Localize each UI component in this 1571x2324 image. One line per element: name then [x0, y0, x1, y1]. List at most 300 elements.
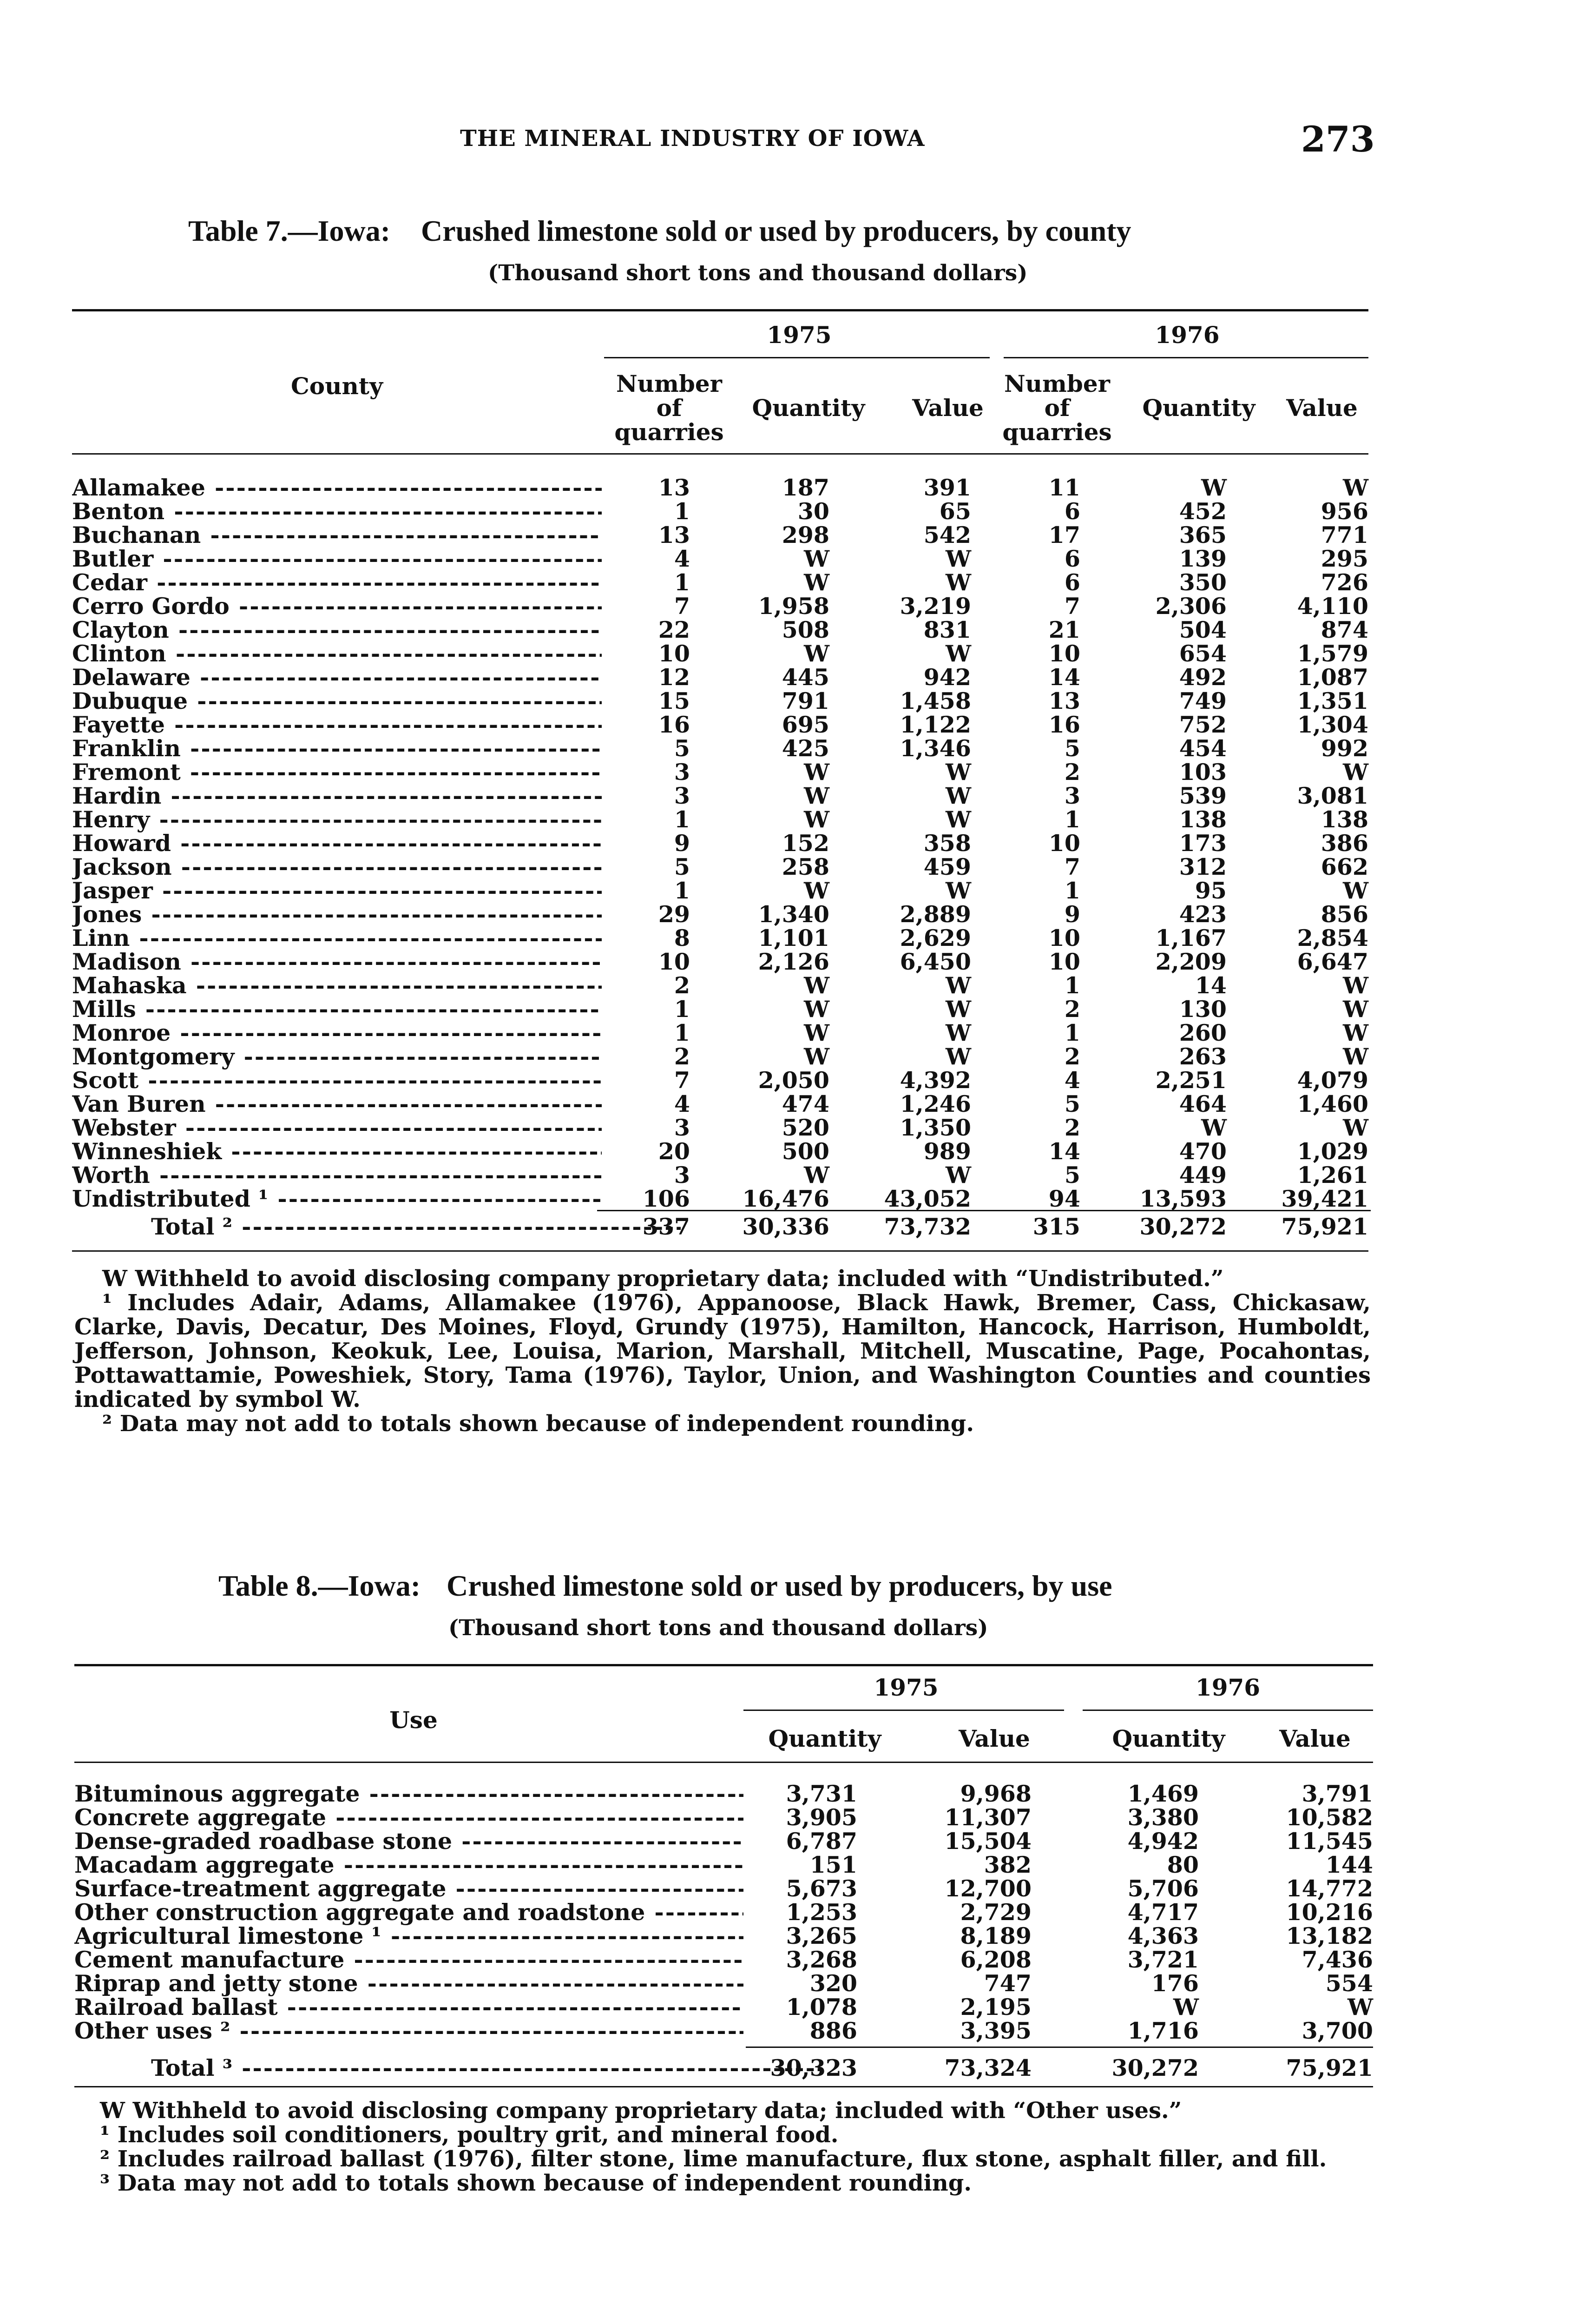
- value-cell: 39,421: [1281, 1185, 1368, 1212]
- table7-col-quantity-1975: Quantity: [752, 394, 865, 422]
- value-cell: 4: [674, 545, 690, 572]
- label-cell: [74, 1780, 743, 1807]
- value-cell: 956: [1321, 498, 1368, 525]
- value-cell: 2,126: [758, 948, 829, 975]
- table8-col-value-1975: Value: [959, 1725, 1030, 1752]
- value-cell: 30,272: [1111, 2054, 1199, 2081]
- label-cell: [72, 569, 602, 596]
- value-cell: 73,324: [944, 2054, 1032, 2081]
- value-cell: 1: [1064, 972, 1080, 999]
- table-row: [74, 2017, 1373, 2044]
- table7-footnote-2: ² Data may not add to totals shown because of independent rounding.: [102, 1411, 974, 1437]
- table-row: [72, 996, 1368, 1023]
- label-cell: [72, 616, 602, 643]
- value-cell: 445: [782, 664, 829, 691]
- value-cell: W: [803, 782, 829, 809]
- table7-title-label: Table 7.—Iowa:: [188, 214, 391, 247]
- value-cell: 2: [1064, 759, 1080, 786]
- row-label: Other uses ² -----: [74, 2017, 743, 2044]
- label-cell: [74, 2017, 743, 2044]
- value-cell: 298: [782, 522, 829, 548]
- table-row: [72, 782, 1368, 809]
- label-cell: [72, 687, 602, 714]
- label-cell: [72, 1162, 602, 1188]
- table-row: [72, 664, 1368, 691]
- value-cell: 7: [674, 1067, 690, 1094]
- table8-col-value-1976: Value: [1279, 1725, 1351, 1752]
- value-cell: 5: [674, 853, 690, 880]
- value-cell: 1,340: [758, 901, 829, 928]
- value-cell: 1,261: [1297, 1162, 1368, 1188]
- value-cell: 17: [1048, 522, 1080, 548]
- label-cell: [72, 735, 602, 762]
- value-cell: 3,905: [786, 1804, 857, 1831]
- table-row: [74, 1946, 1373, 1973]
- value-cell: 1: [1064, 1019, 1080, 1046]
- value-cell: 886: [809, 2017, 857, 2044]
- row-label: Linn -----: [72, 924, 602, 951]
- value-cell: 4,363: [1127, 1922, 1199, 1949]
- value-cell: W: [945, 996, 971, 1023]
- row-label: Montgomery -----: [72, 1043, 602, 1070]
- value-cell: 1,346: [900, 735, 971, 762]
- value-cell: 30: [797, 498, 829, 525]
- value-cell: 315: [1032, 1213, 1080, 1240]
- table8-total-rule: [746, 2047, 1373, 2048]
- table-row: [74, 1899, 1373, 1926]
- value-cell: 10: [1048, 948, 1080, 975]
- value-cell: W: [945, 806, 971, 833]
- table-row: [72, 806, 1368, 833]
- value-cell: 15: [658, 687, 690, 714]
- value-cell: 260: [1179, 1019, 1227, 1046]
- value-cell: W: [1342, 759, 1368, 786]
- label-cell: [74, 1828, 743, 1855]
- table7-top-rule: [72, 309, 1368, 311]
- table7-col-number-1976: [987, 372, 1127, 444]
- table-row: [74, 1922, 1373, 1949]
- value-cell: 382: [984, 1851, 1032, 1878]
- label-cell: [72, 498, 602, 525]
- table-total-row: [72, 1213, 1368, 1240]
- row-label: Benton -----: [72, 498, 602, 525]
- value-cell: 654: [1179, 640, 1227, 667]
- value-cell: W: [803, 1162, 829, 1188]
- value-cell: 989: [923, 1138, 971, 1165]
- table-row: [72, 522, 1368, 548]
- value-cell: W: [803, 996, 829, 1023]
- table7-year-1975: 1975: [767, 321, 832, 349]
- value-cell: 452: [1179, 498, 1227, 525]
- value-cell: 14: [1048, 1138, 1080, 1165]
- value-cell: 1,469: [1127, 1780, 1199, 1807]
- label-cell: [72, 1114, 602, 1141]
- value-cell: W: [1342, 996, 1368, 1023]
- label-cell: [72, 1185, 602, 1212]
- value-cell: 520: [782, 1114, 829, 1141]
- label-cell: [72, 877, 602, 904]
- value-cell: 10,582: [1286, 1804, 1373, 1831]
- value-cell: 454: [1179, 735, 1227, 762]
- value-cell: 358: [923, 830, 971, 857]
- value-cell: 9: [674, 830, 690, 857]
- value-cell: 13: [1048, 687, 1080, 714]
- value-cell: 3: [674, 1114, 690, 1141]
- row-label: Railroad ballast -----: [74, 1994, 743, 2020]
- row-label: Webster -----: [72, 1114, 602, 1141]
- col-number-line2: of: [656, 394, 682, 422]
- value-cell: 3,081: [1297, 782, 1368, 809]
- label-cell: [72, 474, 602, 501]
- col-number-line1: Number: [1004, 370, 1111, 397]
- row-label: Concrete aggregate -----: [74, 1804, 743, 1831]
- value-cell: 3,268: [786, 1946, 857, 1973]
- value-cell: 3,219: [900, 593, 971, 620]
- value-cell: 726: [1321, 569, 1368, 596]
- value-cell: 749: [1179, 687, 1227, 714]
- value-cell: 752: [1179, 711, 1227, 738]
- value-cell: 152: [782, 830, 829, 857]
- value-cell: 831: [923, 616, 971, 643]
- value-cell: W: [803, 569, 829, 596]
- value-cell: W: [1342, 1114, 1368, 1141]
- value-cell: 312: [1179, 853, 1227, 880]
- value-cell: 14,772: [1286, 1875, 1373, 1902]
- value-cell: 138: [1321, 806, 1368, 833]
- value-cell: 320: [809, 1970, 857, 1997]
- table7-total-rule: [597, 1210, 1371, 1211]
- value-cell: 474: [782, 1090, 829, 1117]
- table-row: [72, 1185, 1368, 1212]
- value-cell: 1: [674, 806, 690, 833]
- value-cell: 10: [1048, 640, 1080, 667]
- table7-footnote-1: ¹ Includes Adair, Adams, Allamakee (1976), Appanoose, Black Hawk, Bremer, Cass, Chickasaw, Clarke, Davis, Decatur, Des Moines, Floyd, Grundy (1975), Hamilton, Hancock, Harrison, Humboldt, Jefferson, Johnson, Keokuk, Lee, Louisa, Marion, Marshall, Mitchell, Muscatine, Page, Pocahontas, Pottawattamie, Poweshiek, Story, Tama (1976), Taylor, Union, and Washington Counties and counties indicated by symbol W.: [74, 1290, 1371, 1413]
- table8-col-quantity-1975: Quantity: [768, 1725, 881, 1752]
- value-cell: 173: [1179, 830, 1227, 857]
- value-cell: W: [803, 1019, 829, 1046]
- table7-year-1976-rule: [1004, 357, 1368, 358]
- value-cell: 3: [1064, 782, 1080, 809]
- value-cell: W: [945, 1043, 971, 1070]
- row-label: Madison -----: [72, 948, 602, 975]
- label-cell: [72, 1213, 681, 1240]
- row-label: Agricultural limestone ¹ -----: [74, 1922, 743, 1949]
- value-cell: 2: [1064, 1114, 1080, 1141]
- value-cell: 103: [1179, 759, 1227, 786]
- value-cell: 1,253: [786, 1899, 857, 1926]
- value-cell: W: [1342, 1043, 1368, 1070]
- table-row: [72, 924, 1368, 951]
- table7-col-quantity-1976: Quantity: [1142, 394, 1255, 422]
- row-label: Cedar -----: [72, 569, 602, 596]
- value-cell: W: [945, 877, 971, 904]
- value-cell: 10,216: [1286, 1899, 1373, 1926]
- value-cell: 1,167: [1155, 924, 1227, 951]
- label-cell: [74, 1899, 743, 1926]
- value-cell: 4,110: [1297, 593, 1368, 620]
- value-cell: 5: [1064, 735, 1080, 762]
- label-cell: [74, 2054, 820, 2081]
- row-label: Butler -----: [72, 545, 602, 572]
- value-cell: 5: [674, 735, 690, 762]
- value-cell: 747: [984, 1970, 1032, 1997]
- label-cell: [72, 924, 602, 951]
- value-cell: 3,265: [786, 1922, 857, 1949]
- value-cell: W: [1201, 474, 1227, 501]
- label-cell: [72, 1043, 602, 1070]
- value-cell: 3,791: [1301, 1780, 1373, 1807]
- value-cell: 3: [674, 782, 690, 809]
- row-label: Jasper -----: [72, 877, 602, 904]
- value-cell: 874: [1321, 616, 1368, 643]
- table8-title-label: Table 8.—Iowa:: [218, 1569, 421, 1602]
- table-row: [72, 735, 1368, 762]
- table8-year-1975: 1975: [874, 1674, 939, 1701]
- value-cell: 263: [1179, 1043, 1227, 1070]
- value-cell: 30,336: [742, 1213, 829, 1240]
- row-label: Fayette -----: [72, 711, 602, 738]
- value-cell: 10: [1048, 830, 1080, 857]
- value-cell: 470: [1179, 1138, 1227, 1165]
- table-row: [74, 1828, 1373, 1855]
- table-row: [72, 640, 1368, 667]
- value-cell: 1,351: [1297, 687, 1368, 714]
- table-row: [72, 1090, 1368, 1117]
- value-cell: 295: [1321, 545, 1368, 572]
- label-cell: [72, 545, 602, 572]
- table7-header-rule: [72, 453, 1368, 455]
- value-cell: 10: [1048, 924, 1080, 951]
- table8-footnote-3: ³ Data may not add to totals shown because of independent rounding.: [100, 2170, 972, 2196]
- value-cell: 771: [1321, 522, 1368, 548]
- row-label: Surface-treatment aggregate -----: [74, 1875, 743, 1902]
- table-row: [74, 1875, 1373, 1902]
- row-label: Riprap and jetty stone -----: [74, 1970, 743, 1997]
- value-cell: 1,579: [1297, 640, 1368, 667]
- value-cell: 80: [1167, 1851, 1199, 1878]
- value-cell: 2,889: [900, 901, 971, 928]
- value-cell: W: [945, 759, 971, 786]
- value-cell: 1: [1064, 806, 1080, 833]
- value-cell: 2,195: [960, 1994, 1032, 2020]
- table-row: [74, 1994, 1373, 2020]
- value-cell: 7: [1064, 853, 1080, 880]
- label-cell: [72, 640, 602, 667]
- value-cell: 3,700: [1301, 2017, 1373, 2044]
- value-cell: W: [945, 569, 971, 596]
- table8-bottom-rule: [74, 2086, 1373, 2087]
- col-number-line1: Number: [616, 370, 723, 397]
- value-cell: 9: [1064, 901, 1080, 928]
- table-row: [72, 1114, 1368, 1141]
- value-cell: 449: [1179, 1162, 1227, 1188]
- table-row: [72, 1067, 1368, 1094]
- row-label: Cerro Gordo -----: [72, 593, 602, 620]
- label-cell: [72, 1090, 602, 1117]
- table7-title: [188, 214, 1131, 248]
- label-cell: [72, 901, 602, 928]
- table-row: [72, 1162, 1368, 1188]
- label-cell: [72, 1067, 602, 1094]
- row-label: Franklin -----: [72, 735, 602, 762]
- label-cell: [72, 996, 602, 1023]
- table-row: [72, 616, 1368, 643]
- value-cell: 1,460: [1297, 1090, 1368, 1117]
- value-cell: 1: [674, 1019, 690, 1046]
- value-cell: 9,968: [960, 1780, 1032, 1807]
- value-cell: W: [945, 782, 971, 809]
- label-cell: [72, 948, 602, 975]
- row-label: Jackson -----: [72, 853, 602, 880]
- value-cell: 3,721: [1127, 1946, 1199, 1973]
- value-cell: 459: [923, 853, 971, 880]
- value-cell: 139: [1179, 545, 1227, 572]
- label-cell: [72, 830, 602, 857]
- row-label: Total ² -----: [151, 1213, 681, 1240]
- value-cell: 1: [674, 996, 690, 1023]
- value-cell: 365: [1179, 522, 1227, 548]
- value-cell: 1,078: [786, 1994, 857, 2020]
- value-cell: 13,593: [1139, 1185, 1227, 1212]
- value-cell: 2,306: [1155, 593, 1227, 620]
- table-row: [72, 877, 1368, 904]
- value-cell: 856: [1321, 901, 1368, 928]
- value-cell: 2: [1064, 996, 1080, 1023]
- value-cell: 992: [1321, 735, 1368, 762]
- table8-body: [74, 1780, 1373, 2087]
- value-cell: 6: [1064, 545, 1080, 572]
- table7-subtitle: (Thousand short tons and thousand dollars): [488, 260, 1028, 286]
- value-cell: 6,787: [786, 1828, 857, 1855]
- value-cell: 106: [642, 1185, 690, 1212]
- table7-col-county: County: [291, 372, 383, 400]
- value-cell: 1,458: [900, 687, 971, 714]
- value-cell: 138: [1179, 806, 1227, 833]
- value-cell: 94: [1048, 1185, 1080, 1212]
- row-label: Cement manufacture -----: [74, 1946, 743, 1973]
- row-label: Buchanan -----: [72, 522, 602, 548]
- label-cell: [72, 782, 602, 809]
- value-cell: 10: [658, 948, 690, 975]
- label-cell: [72, 522, 602, 548]
- value-cell: 539: [1179, 782, 1227, 809]
- value-cell: 1,304: [1297, 711, 1368, 738]
- table-row: [72, 545, 1368, 572]
- value-cell: 75,921: [1286, 2054, 1373, 2081]
- value-cell: 1: [1064, 877, 1080, 904]
- value-cell: W: [945, 972, 971, 999]
- label-cell: [72, 711, 602, 738]
- value-cell: 2,729: [960, 1899, 1032, 1926]
- value-cell: 7,436: [1301, 1946, 1373, 1973]
- value-cell: 1,716: [1127, 2017, 1199, 2044]
- value-cell: W: [1342, 474, 1368, 501]
- value-cell: 391: [923, 474, 971, 501]
- value-cell: 30,323: [770, 2054, 857, 2081]
- value-cell: 13: [658, 522, 690, 548]
- value-cell: 5,706: [1127, 1875, 1199, 1902]
- table8-year-1975-rule: [743, 1710, 1064, 1711]
- table8-subtitle: (Thousand short tons and thousand dollars): [448, 1615, 988, 1641]
- value-cell: 386: [1321, 830, 1368, 857]
- row-label: Delaware -----: [72, 664, 602, 691]
- row-label: Allamakee -----: [72, 474, 602, 501]
- value-cell: 5: [1064, 1090, 1080, 1117]
- value-cell: 130: [1179, 996, 1227, 1023]
- value-cell: 8,189: [960, 1922, 1032, 1949]
- value-cell: 1,101: [758, 924, 829, 951]
- value-cell: 43,052: [884, 1185, 971, 1212]
- value-cell: W: [1342, 877, 1368, 904]
- table-row: [72, 972, 1368, 999]
- table8-year-1976: 1976: [1195, 1674, 1261, 1701]
- value-cell: 4: [1064, 1067, 1080, 1094]
- table-row: [72, 498, 1368, 525]
- value-cell: 504: [1179, 616, 1227, 643]
- value-cell: 2: [1064, 1043, 1080, 1070]
- value-cell: 3,395: [960, 2017, 1032, 2044]
- value-cell: 22: [658, 616, 690, 643]
- value-cell: 1: [674, 569, 690, 596]
- value-cell: 791: [782, 687, 829, 714]
- value-cell: 6,208: [960, 1946, 1032, 1973]
- value-cell: 508: [782, 616, 829, 643]
- value-cell: W: [1342, 972, 1368, 999]
- value-cell: 187: [782, 474, 829, 501]
- value-cell: 542: [923, 522, 971, 548]
- value-cell: W: [945, 1162, 971, 1188]
- value-cell: 464: [1179, 1090, 1227, 1117]
- value-cell: W: [1342, 1019, 1368, 1046]
- table7-title-text: Crushed limestone sold or used by producers, by county: [421, 214, 1131, 247]
- col-number-line3: quarries: [614, 418, 724, 446]
- table-row: [74, 1804, 1373, 1831]
- table8-year-1976-rule: [1083, 1710, 1373, 1711]
- value-cell: 11,307: [944, 1804, 1032, 1831]
- value-cell: 2: [674, 1043, 690, 1070]
- value-cell: 942: [923, 664, 971, 691]
- label-cell: [74, 1970, 743, 1997]
- value-cell: 3,731: [786, 1780, 857, 1807]
- value-cell: 3,380: [1127, 1804, 1199, 1831]
- value-cell: W: [803, 1043, 829, 1070]
- value-cell: W: [945, 640, 971, 667]
- value-cell: 4,079: [1297, 1067, 1368, 1094]
- value-cell: 2,854: [1297, 924, 1368, 951]
- value-cell: 500: [782, 1138, 829, 1165]
- table8-footnote-2: ² Includes railroad ballast (1976), filter stone, lime manufacture, flux stone, asphalt filler, and fill.: [100, 2146, 1327, 2172]
- row-label: Scott -----: [72, 1067, 602, 1094]
- table-row: [72, 830, 1368, 857]
- value-cell: 8: [674, 924, 690, 951]
- row-label: Mills -----: [72, 996, 602, 1023]
- table-row: [72, 569, 1368, 596]
- table-row: [72, 853, 1368, 880]
- row-label: Monroe -----: [72, 1019, 602, 1046]
- value-cell: 7: [674, 593, 690, 620]
- value-cell: 11,545: [1286, 1828, 1373, 1855]
- row-label: Dubuque -----: [72, 687, 602, 714]
- label-cell: [72, 853, 602, 880]
- table-row: [72, 711, 1368, 738]
- value-cell: 6,450: [900, 948, 971, 975]
- value-cell: 15,504: [944, 1828, 1032, 1855]
- label-cell: [74, 1994, 743, 2020]
- label-cell: [72, 1138, 602, 1165]
- value-cell: W: [1201, 1114, 1227, 1141]
- table8-footnote-w: W Withheld to avoid disclosing company proprietary data; included with “Other uses.”: [100, 2098, 1182, 2124]
- row-label: Van Buren -----: [72, 1090, 602, 1117]
